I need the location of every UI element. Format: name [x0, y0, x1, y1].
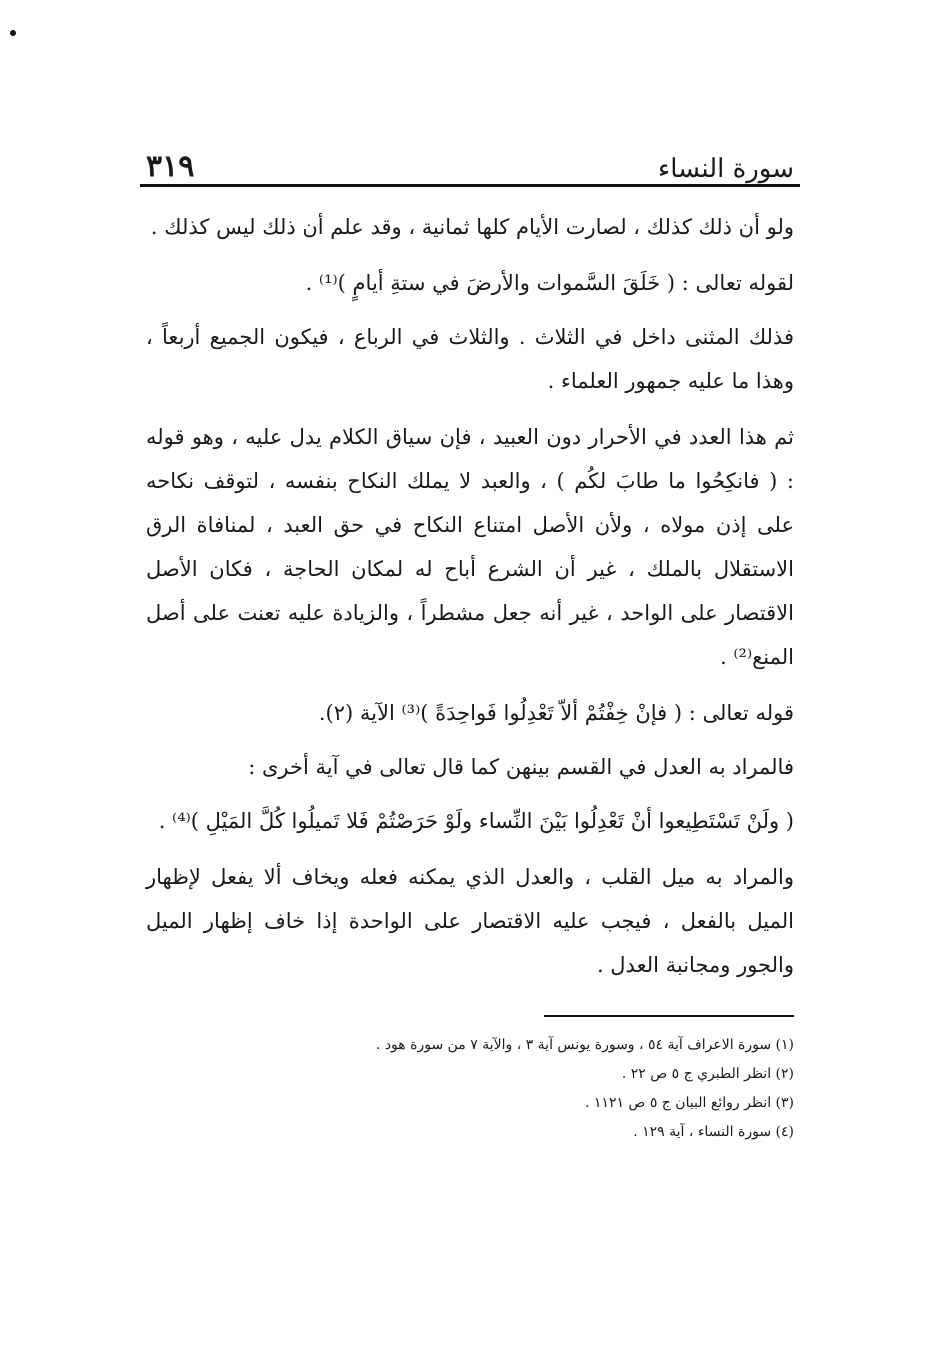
footnote-rule — [544, 1015, 794, 1017]
footnote: (١) سورة الاعراف آية ٥٤ ، وسورة يونس آية ٣ ، والآية ٧ من سورة هود . — [375, 1037, 794, 1053]
page-body — [140, 205, 800, 987]
footnotes — [140, 1031, 800, 1147]
running-header — [140, 120, 800, 182]
page-number: ٣١٩ — [146, 149, 195, 184]
book-page — [140, 120, 800, 1147]
footnote: (٤) سورة النساء ، آية ١٢٩ . — [633, 1124, 794, 1140]
paragraph: والمراد به ميل القلب ، والعدل الذي يمكنه فعله ويخاف ألا يفعل لإظهار الميل بالفعل ، فيجب عليه الاقتصار على الواحدة إذا خاف إظهار الميل والجور ومجانبة العدل . — [146, 865, 794, 977]
header-rule — [140, 184, 800, 187]
paragraph: ثم هذا العدد في الأحرار دون العبيد ، فإن سياق الكلام يدل عليه ، وهو قوله : ( فانكِحُوا ما طابَ لكُم ) ، والعبد لا يملك النكاح بنفسه ، لتوقف نكاحه على إذن مولاه ، ولأن الأصل امتناع النكاح في حق العبد ، لمنافاة الرق الاستقلال بالملك ، غير أن الشرع أباح له لمكان الحاجة ، فكان الأصل الاقتصار على الواحد ، غير أنه جعل مشطراً ، والزيادة عليه تعنت على أصل المنع⁽²⁾ . — [146, 425, 794, 669]
verse-paragraph: ( ولَنْ تَسْتَطِيعوا أنْ تَعْدِلُوا بَيْنَ النِّساء ولَوْ حَرَصْتُمْ فَلا تَميلُوا كُلَّ المَيْلِ )⁽⁴⁾ . — [158, 809, 794, 833]
paragraph: ولو أن ذلك كذلك ، لصارت الأيام كلها ثمانية ، وقد علم أن ذلك ليس كذلك . — [150, 215, 794, 239]
paragraph: فالمراد به العدل في القسم بينهن كما قال تعالى في آية أخرى : — [248, 755, 794, 779]
verse-paragraph: لقوله تعالى : ( خَلَقَ السَّموات والأرضَ في ستةِ أيامٍ )⁽¹⁾ . — [305, 271, 794, 295]
surah-title: سورة النساء — [658, 154, 794, 184]
paragraph: فذلك المثنى داخل في الثلاث . والثلاث في الرباع ، فيكون الجميع أربعاً ، وهذا ما عليه جمهور العلماء . — [146, 325, 794, 393]
footnote: (٣) انظر روائع البيان ج ٥ ص ١١٢١ . — [585, 1095, 794, 1111]
margin-dot — [10, 30, 16, 36]
verse-paragraph: قوله تعالى : ( فإنْ خِفْتُمْ ألاّ تَعْدِلُوا فَواحِدَةً )⁽³⁾ الآية (٢). — [318, 701, 794, 725]
footnote: (٢) انظر الطبري ج ٥ ص ٢٢ . — [621, 1066, 794, 1082]
